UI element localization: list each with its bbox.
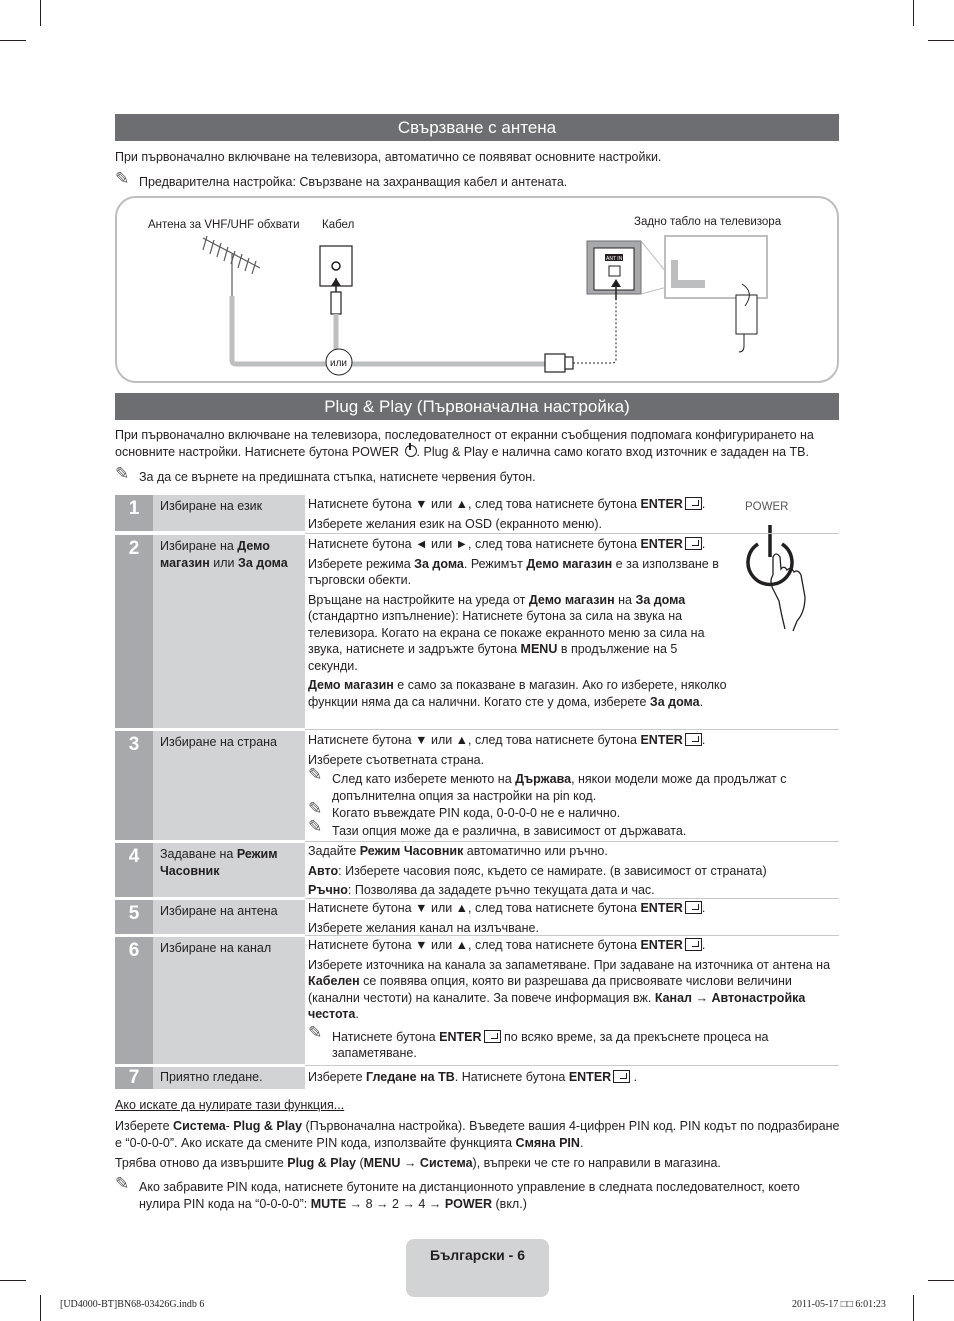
file-imprint: [UD4000-BT]BN68-03426G.indb 6 — [60, 1299, 205, 1310]
note-icon: ✎ — [115, 169, 130, 188]
ant-in-label: ANT IN — [606, 256, 623, 262]
enter-icon — [484, 1030, 501, 1043]
tv-rear-icon — [665, 236, 767, 298]
step-label: Избиране на език — [160, 499, 263, 513]
note-text: За да се върнете на предишната стъпка, натиснете червения бутон. — [139, 470, 536, 484]
note-text: Предварителна настройка: Свързване на захранващия кабел и антената. — [139, 175, 568, 189]
section-plugplay-intro — [115, 427, 841, 460]
row-separator — [305, 898, 839, 899]
step-row-3 — [115, 731, 305, 840]
crop-mark — [928, 40, 954, 41]
step-number: 5 — [115, 900, 153, 934]
reset-note: ✎ Ако забравите PIN кода, натиснете бутоните на дистанционното управление в следната последователност, което нулира PIN кода на “0-0-0-0”: MUTE → 8 → 2 → 4 → POWER (вкл.) — [115, 1174, 800, 1211]
step-number: 7 — [115, 1067, 153, 1089]
step-label: Избиране на антена — [160, 904, 278, 918]
step-row-2 — [115, 535, 305, 728]
section-antenna-note — [115, 169, 841, 191]
crop-mark — [0, 40, 26, 41]
intro-text-b: . Plug & Play е налична само когато вход източник е зададен на ТВ. — [416, 444, 809, 459]
enter-icon — [685, 938, 702, 951]
hand-pressing-power-icon — [741, 517, 831, 637]
section-plugplay-note — [115, 464, 841, 486]
step-2-description: Натиснете бутона ◄ или ►, след това натиснете бутона ENTER . Изберете режима За дома. Режимът Демо магазин е за използване в търговски обекти. Връщане на настройките на уреда от Демо магазин на За дома (стандартно изпълнение): Натиснете бутона за сила на звука на телевизора. Когато на екрана се покаже екранното меню за сила на звука, натиснете и задръжте бутона MENU в продължение на 5 секунди. Демо магазин е само за показване в магазин. Ако го изберете, няколко функции няма да са налични. Когато сте у дома, изберете За дома. — [308, 537, 727, 709]
step-row-1 — [115, 495, 305, 531]
power-icon — [405, 445, 417, 457]
section-antenna-title: Свързване с антена — [115, 114, 839, 141]
step-number: 2 — [115, 535, 153, 728]
crop-mark — [40, 1295, 41, 1321]
enter-icon — [685, 497, 702, 510]
power-button-label: POWER — [745, 501, 789, 513]
step-1-description: Натиснете бутона ▼ или ▲, след това натиснете бутона ENTER . Изберете желания език на OSD (екранното меню). — [308, 497, 706, 531]
step-5-description: Натиснете бутона ▼ или ▲, след това натиснете бутона ENTER . Изберете желания канал на излъчване. — [308, 901, 706, 935]
step-4-description: Задайте Режим Часовник автоматично или ръчно. Авто: Изберете часовия пояс, където се намирате. (в зависимост от страната) Ръчно: Позволява да зададете ръчно текущата дата и час. — [308, 844, 767, 897]
step-6-description: Натиснете бутона ▼ или ▲, след това натиснете бутона ENTER . Изберете източника на канала за запаметяване. При задаване на източника от антена на Кабелен се появява опция, която ви разрешава да присвоявате числови величини (канални честоти) на каналите. За повече информация вж. Канал → Автонастройка честота. ✎ Натиснете бутона ENTER по всяко време, за да прекъснете процеса на запаметяване. — [308, 938, 831, 1060]
crop-mark — [928, 1280, 954, 1281]
date-imprint: 2011-05-17 □□ 6:01:23 — [792, 1299, 886, 1310]
cable-label: Кабел — [322, 219, 355, 231]
step-number: 4 — [115, 843, 153, 897]
enter-icon — [685, 901, 702, 914]
row-separator — [305, 935, 839, 936]
note-icon: ✎ — [115, 464, 130, 483]
reset-title: Ако искате да нулирате тази функция... — [115, 1098, 345, 1112]
page-number-badge: Български - 6 — [406, 1239, 549, 1297]
crop-mark — [40, 0, 41, 26]
enter-icon — [685, 733, 702, 746]
step-row-5 — [115, 900, 305, 934]
reset-text-2: Трябва отново да извършите Plug & Play (MENU → Система), въпреки че сте го направили в магазина. — [115, 1156, 721, 1170]
row-separator — [305, 841, 839, 842]
step-label: Избиране на Демо магазин или За дома — [160, 539, 288, 570]
note-icon: ✎ — [308, 765, 323, 784]
note-icon: ✎ — [115, 1174, 130, 1193]
step-label: Задаване на Режим Часовник — [160, 847, 278, 878]
note-icon: ✎ — [308, 816, 323, 836]
step-number: 3 — [115, 731, 153, 840]
coax-connector-icon — [545, 354, 565, 372]
step-7-description: Изберете Гледане на ТВ. Натиснете бутона ENTER . — [308, 1070, 638, 1084]
step-label: Избиране на страна — [160, 735, 278, 749]
step-number: 6 — [115, 937, 153, 1064]
step-label: Приятно гледане. — [160, 1070, 263, 1084]
section-antenna-intro: При първоначално включване на телевизора, автоматично се появяват основните настройки. — [115, 150, 662, 164]
enter-icon — [685, 537, 702, 550]
section-plugplay-title: Plug & Play (Първоначална настройка) — [115, 393, 839, 420]
step-row-4 — [115, 843, 305, 897]
row-separator — [305, 1065, 839, 1066]
crop-mark — [913, 0, 914, 26]
or-label: или — [330, 358, 348, 369]
note-icon: ✎ — [308, 799, 323, 818]
step-row-7 — [115, 1067, 305, 1089]
antenna-label: Антена за VHF/UHF обхвати — [148, 219, 300, 231]
rear-panel-label: Задно табло на телевизора — [634, 216, 782, 228]
intro-text-a: При първоначално включване на телевизора, последователност от екранни съобщения подпомага конфигурирането на основните настройки. Натиснете бутона POWER — [115, 428, 814, 459]
reset-text-1: Изберете Система- Plug & Play (Първоначална настройка). Въведете вашия 4-цифрен PIN код. PIN кодът по подразбиране е “0-0-0-0”. Ако искате да смените PIN кода, използвайте функцията Смяна PIN. — [115, 1119, 840, 1150]
step-row-6 — [115, 937, 305, 1064]
crop-mark — [0, 1280, 26, 1281]
crop-mark — [913, 1295, 914, 1321]
step-label: Избиране на канал — [160, 941, 272, 955]
antenna-connection-diagram — [115, 196, 839, 383]
row-separator — [305, 729, 839, 730]
note-icon: ✎ — [308, 1022, 323, 1042]
row-separator — [305, 533, 839, 534]
enter-icon — [613, 1070, 630, 1083]
step-number: 1 — [115, 495, 153, 531]
reset-note-text: Ако забравите PIN кода, натиснете бутоните на дистанционното управление в следната последователност, което нулира PIN кода на “0-0-0-0”: — [139, 1180, 800, 1211]
step-3-description: Натиснете бутона ▼ или ▲, след това натиснете бутона ENTER . Изберете съответната страна. ✎ След като изберете менюто на Държава, някои модели може да продължат с допълнителна опция за настройки на pin код. ✎ Когато въвеждате PIN кода, 0-0-0-0 не е налично. ✎ Тази опция може да е различна, в зависимост от държавата. — [308, 733, 787, 838]
